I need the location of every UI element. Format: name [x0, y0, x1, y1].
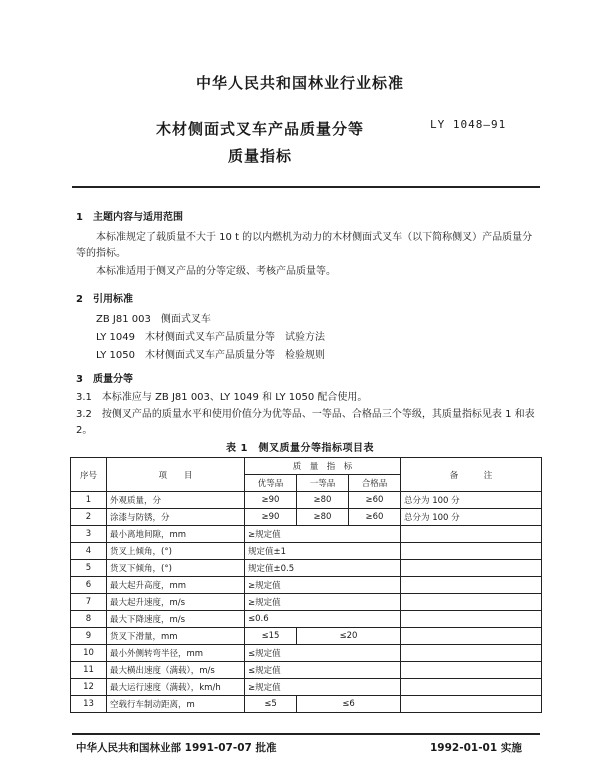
table-row — [71, 645, 542, 662]
reference-3: LY 1050 木材侧面式叉车产品质量分等 检验规则 — [96, 350, 325, 361]
row-value: ≥规定值 — [245, 577, 401, 594]
row-no: 4 — [71, 543, 107, 560]
row-no: 1 — [71, 492, 107, 509]
row-no: 6 — [71, 577, 107, 594]
header-grade-first: 一等品 — [297, 475, 349, 492]
section-1-paragraph-1: 本标准规定了载质量不大于 10 t 的以内燃机为动力的木材侧面式叉车（以下简称侧叉）产品质量分等的指标。 — [76, 232, 533, 259]
row-remark — [401, 696, 542, 713]
approval-note: 中华人民共和国林业部 1991-07-07 批准 — [76, 742, 277, 754]
row-remark — [401, 662, 542, 679]
table-row — [71, 696, 542, 713]
row-no: 2 — [71, 509, 107, 526]
row-grade-first-qualified: ≤20 — [297, 628, 401, 645]
section-2-heading: 2 引用标准 — [76, 294, 133, 305]
table-row — [71, 611, 542, 628]
row-remark — [401, 560, 542, 577]
table-row — [71, 526, 542, 543]
table-row — [71, 560, 542, 577]
row-remark — [401, 594, 542, 611]
row-no: 10 — [71, 645, 107, 662]
row-remark: 总分为 100 分 — [401, 492, 542, 509]
table-row — [71, 543, 542, 560]
row-no: 8 — [71, 611, 107, 628]
row-remark — [401, 628, 542, 645]
table-row — [71, 577, 542, 594]
table-row — [71, 628, 542, 645]
row-item: 最大起升速度，m/s — [107, 594, 245, 611]
reference-1: ZB J81 003 侧面式叉车 — [96, 314, 211, 325]
row-no: 9 — [71, 628, 107, 645]
row-item: 最大下降速度，m/s — [107, 611, 245, 628]
row-remark — [401, 577, 542, 594]
row-grade-first: ≥80 — [297, 509, 349, 526]
table-row — [71, 509, 542, 526]
document-subtitle: 质量指标 — [227, 147, 292, 165]
row-remark — [401, 611, 542, 628]
section-1-paragraph-2: 本标准适用于侧叉产品的分等定级、考核产品质量等。 — [96, 266, 336, 277]
row-remark — [401, 543, 542, 560]
row-grade-premium: ≤5 — [245, 696, 297, 713]
row-value: ≤规定值 — [245, 662, 401, 679]
clause-3-1: 3.1 本标准应与 ZB J81 003、LY 1049 和 LY 1050 配合使用。 — [76, 392, 368, 403]
table-row — [71, 594, 542, 611]
row-value: ≤0.6 — [245, 611, 401, 628]
section-3-heading: 3 质量分等 — [76, 374, 133, 385]
row-value: ≥规定值 — [245, 594, 401, 611]
row-item: 空载行车制动距离，m — [107, 696, 245, 713]
row-item: 涂漆与防锈，分 — [107, 509, 245, 526]
header-index: 质 量 指 标 — [245, 458, 401, 475]
header-divider — [72, 186, 540, 188]
row-grade-qualified: ≥60 — [349, 492, 401, 509]
header-remark: 备 注 — [401, 458, 542, 492]
header-grade-premium: 优等品 — [245, 475, 297, 492]
row-value: 规定值±1 — [245, 543, 401, 560]
issuer-heading: 中华人民共和国林业行业标准 — [195, 74, 404, 92]
reference-2: LY 1049 木材侧面式叉车产品质量分等 试验方法 — [96, 332, 325, 343]
header-item: 项 目 — [107, 458, 245, 492]
row-grade-qualified: ≥60 — [349, 509, 401, 526]
row-grade-first-qualified: ≤6 — [297, 696, 401, 713]
row-grade-premium: ≥90 — [245, 492, 297, 509]
row-no: 5 — [71, 560, 107, 577]
row-item: 最大起升高度，mm — [107, 577, 245, 594]
row-item: 货叉上倾角，(°) — [107, 543, 245, 560]
row-no: 12 — [71, 679, 107, 696]
row-no: 13 — [71, 696, 107, 713]
row-item: 最小外侧转弯半径，mm — [107, 645, 245, 662]
row-no: 11 — [71, 662, 107, 679]
row-no: 3 — [71, 526, 107, 543]
row-item: 最小离地间隙，mm — [107, 526, 245, 543]
row-item: 货叉下滑量，mm — [107, 628, 245, 645]
row-remark: 总分为 100 分 — [401, 509, 542, 526]
row-grade-first: ≥80 — [297, 492, 349, 509]
table-header-row — [71, 458, 542, 475]
table-caption: 表 1 侧叉质量分等指标项目表 — [226, 443, 374, 454]
row-value: ≥规定值 — [245, 526, 401, 543]
header-grade-qualified: 合格品 — [349, 475, 401, 492]
document-title: 木材侧面式叉车产品质量分等 — [155, 120, 364, 138]
row-item: 最大横出速度（满载），m/s — [107, 662, 245, 679]
footer-divider — [72, 733, 540, 735]
table-row — [71, 662, 542, 679]
row-item: 最大运行速度（满载），km/h — [107, 679, 245, 696]
standard-code: LY 1048—91 — [430, 118, 507, 131]
row-item: 货叉下倾角，(°) — [107, 560, 245, 577]
clause-3-2: 3.2 按侧叉产品的质量水平和使用价值分为优等品、一等品、合格品三个等级，其质量指标见表 1 和表 2。 — [76, 409, 535, 436]
row-value: 规定值±0.5 — [245, 560, 401, 577]
table-row — [71, 492, 542, 509]
table-row — [71, 679, 542, 696]
row-item: 外观质量，分 — [107, 492, 245, 509]
row-value: ≤规定值 — [245, 645, 401, 662]
row-no: 7 — [71, 594, 107, 611]
row-grade-premium: ≤15 — [245, 628, 297, 645]
quality-grade-table — [70, 457, 542, 713]
effective-date: 1992-01-01 实施 — [430, 742, 522, 754]
header-no: 序号 — [71, 458, 107, 492]
row-value: ≥规定值 — [245, 679, 401, 696]
section-1-heading: 1 主题内容与适用范围 — [76, 212, 183, 223]
row-remark — [401, 526, 542, 543]
row-remark — [401, 645, 542, 662]
row-remark — [401, 679, 542, 696]
row-grade-premium: ≥90 — [245, 509, 297, 526]
